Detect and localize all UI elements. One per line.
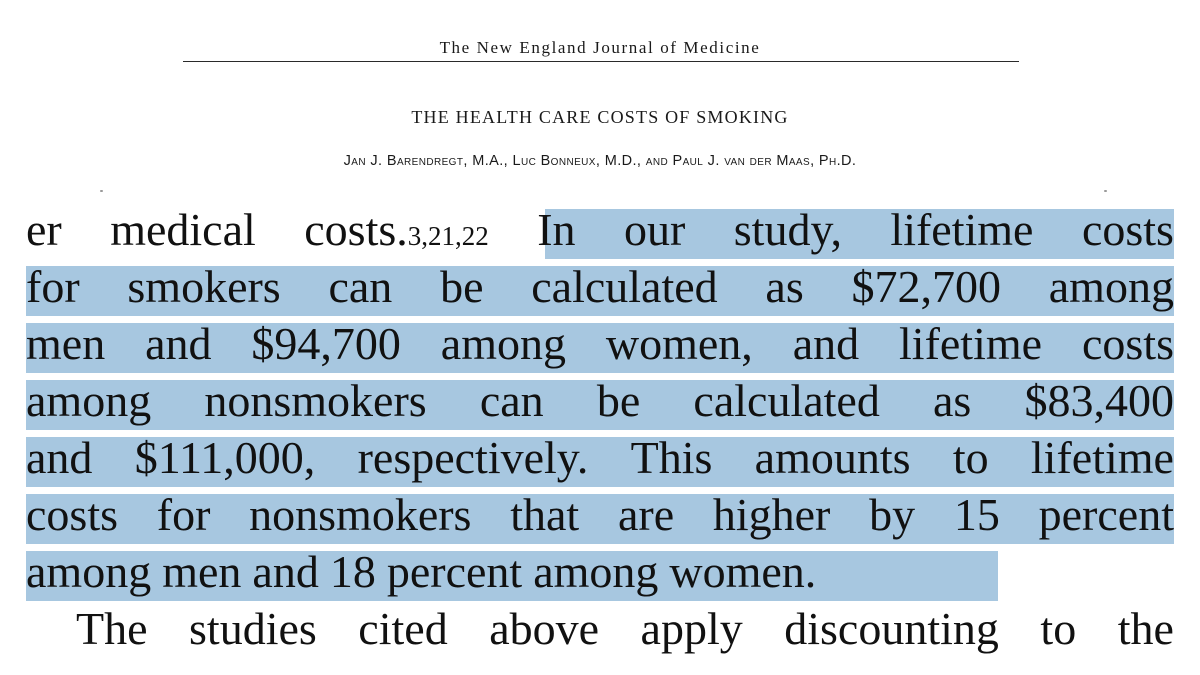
word: as: [765, 261, 804, 312]
word: respectively.: [357, 432, 589, 483]
word: costs.: [304, 204, 408, 255]
line-words: [26, 315, 1174, 372]
word: among: [533, 546, 659, 597]
word: as: [933, 375, 972, 426]
word: the: [1117, 603, 1174, 654]
word: and: [252, 546, 319, 597]
body-text: [26, 201, 1174, 657]
word: lifetime: [890, 204, 1034, 255]
word: costs: [1081, 318, 1174, 369]
text-line-4: [26, 372, 1174, 429]
text-line-1: [26, 201, 1174, 258]
word: among: [1048, 261, 1174, 312]
text-line-7: [26, 543, 1174, 600]
text-line-2: [26, 258, 1174, 315]
journal-name: The New England Journal of Medicine: [439, 38, 761, 57]
line-words: [26, 372, 1174, 429]
word: calculated: [531, 261, 718, 312]
line-words: [26, 486, 1174, 543]
word: er: [26, 204, 62, 255]
word: study,: [733, 204, 842, 255]
word: to: [1040, 603, 1077, 654]
authors-line: [0, 153, 1200, 169]
word: apply: [640, 603, 743, 654]
word: are: [617, 489, 675, 540]
word-with-citation: costs. 3,21,22: [304, 201, 489, 258]
word: $94,700: [251, 318, 401, 369]
word: calculated: [693, 375, 880, 426]
authors-text: Jan J. Barendregt, M.A., Luc Bonneux, M.D., and Paul J. van der Maas, Ph.D.: [343, 153, 857, 169]
word: women.: [669, 546, 817, 597]
word: to: [952, 432, 989, 483]
word: among: [26, 375, 152, 426]
word: and: [792, 318, 860, 369]
word: higher: [712, 489, 831, 540]
line-words: [26, 258, 1174, 315]
word: among: [440, 318, 566, 369]
word: studies: [189, 603, 317, 654]
word: above: [489, 603, 600, 654]
text-line-5: [26, 429, 1174, 486]
word: and: [26, 432, 93, 483]
word: can: [328, 261, 393, 312]
text-line-6: [26, 486, 1174, 543]
word: lifetime: [1030, 432, 1174, 483]
word: In: [537, 204, 576, 255]
word: $111,000,: [134, 432, 316, 483]
word: costs: [1081, 204, 1174, 255]
scan-speck: [1104, 190, 1107, 192]
text-line-8: [26, 600, 1174, 657]
word: discounting: [784, 603, 999, 654]
word: that: [510, 489, 580, 540]
text-line-3: [26, 315, 1174, 372]
line-words: [26, 429, 1174, 486]
scan-speck: [100, 190, 103, 192]
line-words: [76, 600, 1174, 657]
word: cited: [358, 603, 448, 654]
word: our: [623, 204, 686, 255]
word: for: [26, 261, 80, 312]
word: men: [26, 318, 106, 369]
word: This: [630, 432, 713, 483]
word: nonsmokers: [204, 375, 427, 426]
word: 18: [329, 546, 376, 597]
line-words: [26, 543, 1174, 600]
word: women,: [605, 318, 753, 369]
word: $83,400: [1024, 375, 1174, 426]
word: smokers: [127, 261, 281, 312]
line-words: [26, 201, 1174, 258]
word: percent: [386, 546, 523, 597]
word: among: [26, 546, 152, 597]
word: by: [869, 489, 916, 540]
word: percent: [1038, 489, 1174, 540]
word: lifetime: [899, 318, 1043, 369]
word: 15: [953, 489, 1000, 540]
word: can: [479, 375, 544, 426]
article-title: THE HEALTH CARE COSTS OF SMOKING: [411, 107, 789, 127]
word: be: [596, 375, 641, 426]
word: be: [440, 261, 484, 312]
word: for: [156, 489, 211, 540]
word: The: [76, 603, 148, 654]
header-rule: [183, 61, 1019, 62]
word: costs: [26, 489, 118, 540]
word: amounts: [754, 432, 911, 483]
word: and: [145, 318, 212, 369]
word: men: [162, 546, 242, 597]
word: nonsmokers: [249, 489, 472, 540]
word: $72,700: [851, 261, 1001, 312]
word: medical: [110, 204, 256, 255]
